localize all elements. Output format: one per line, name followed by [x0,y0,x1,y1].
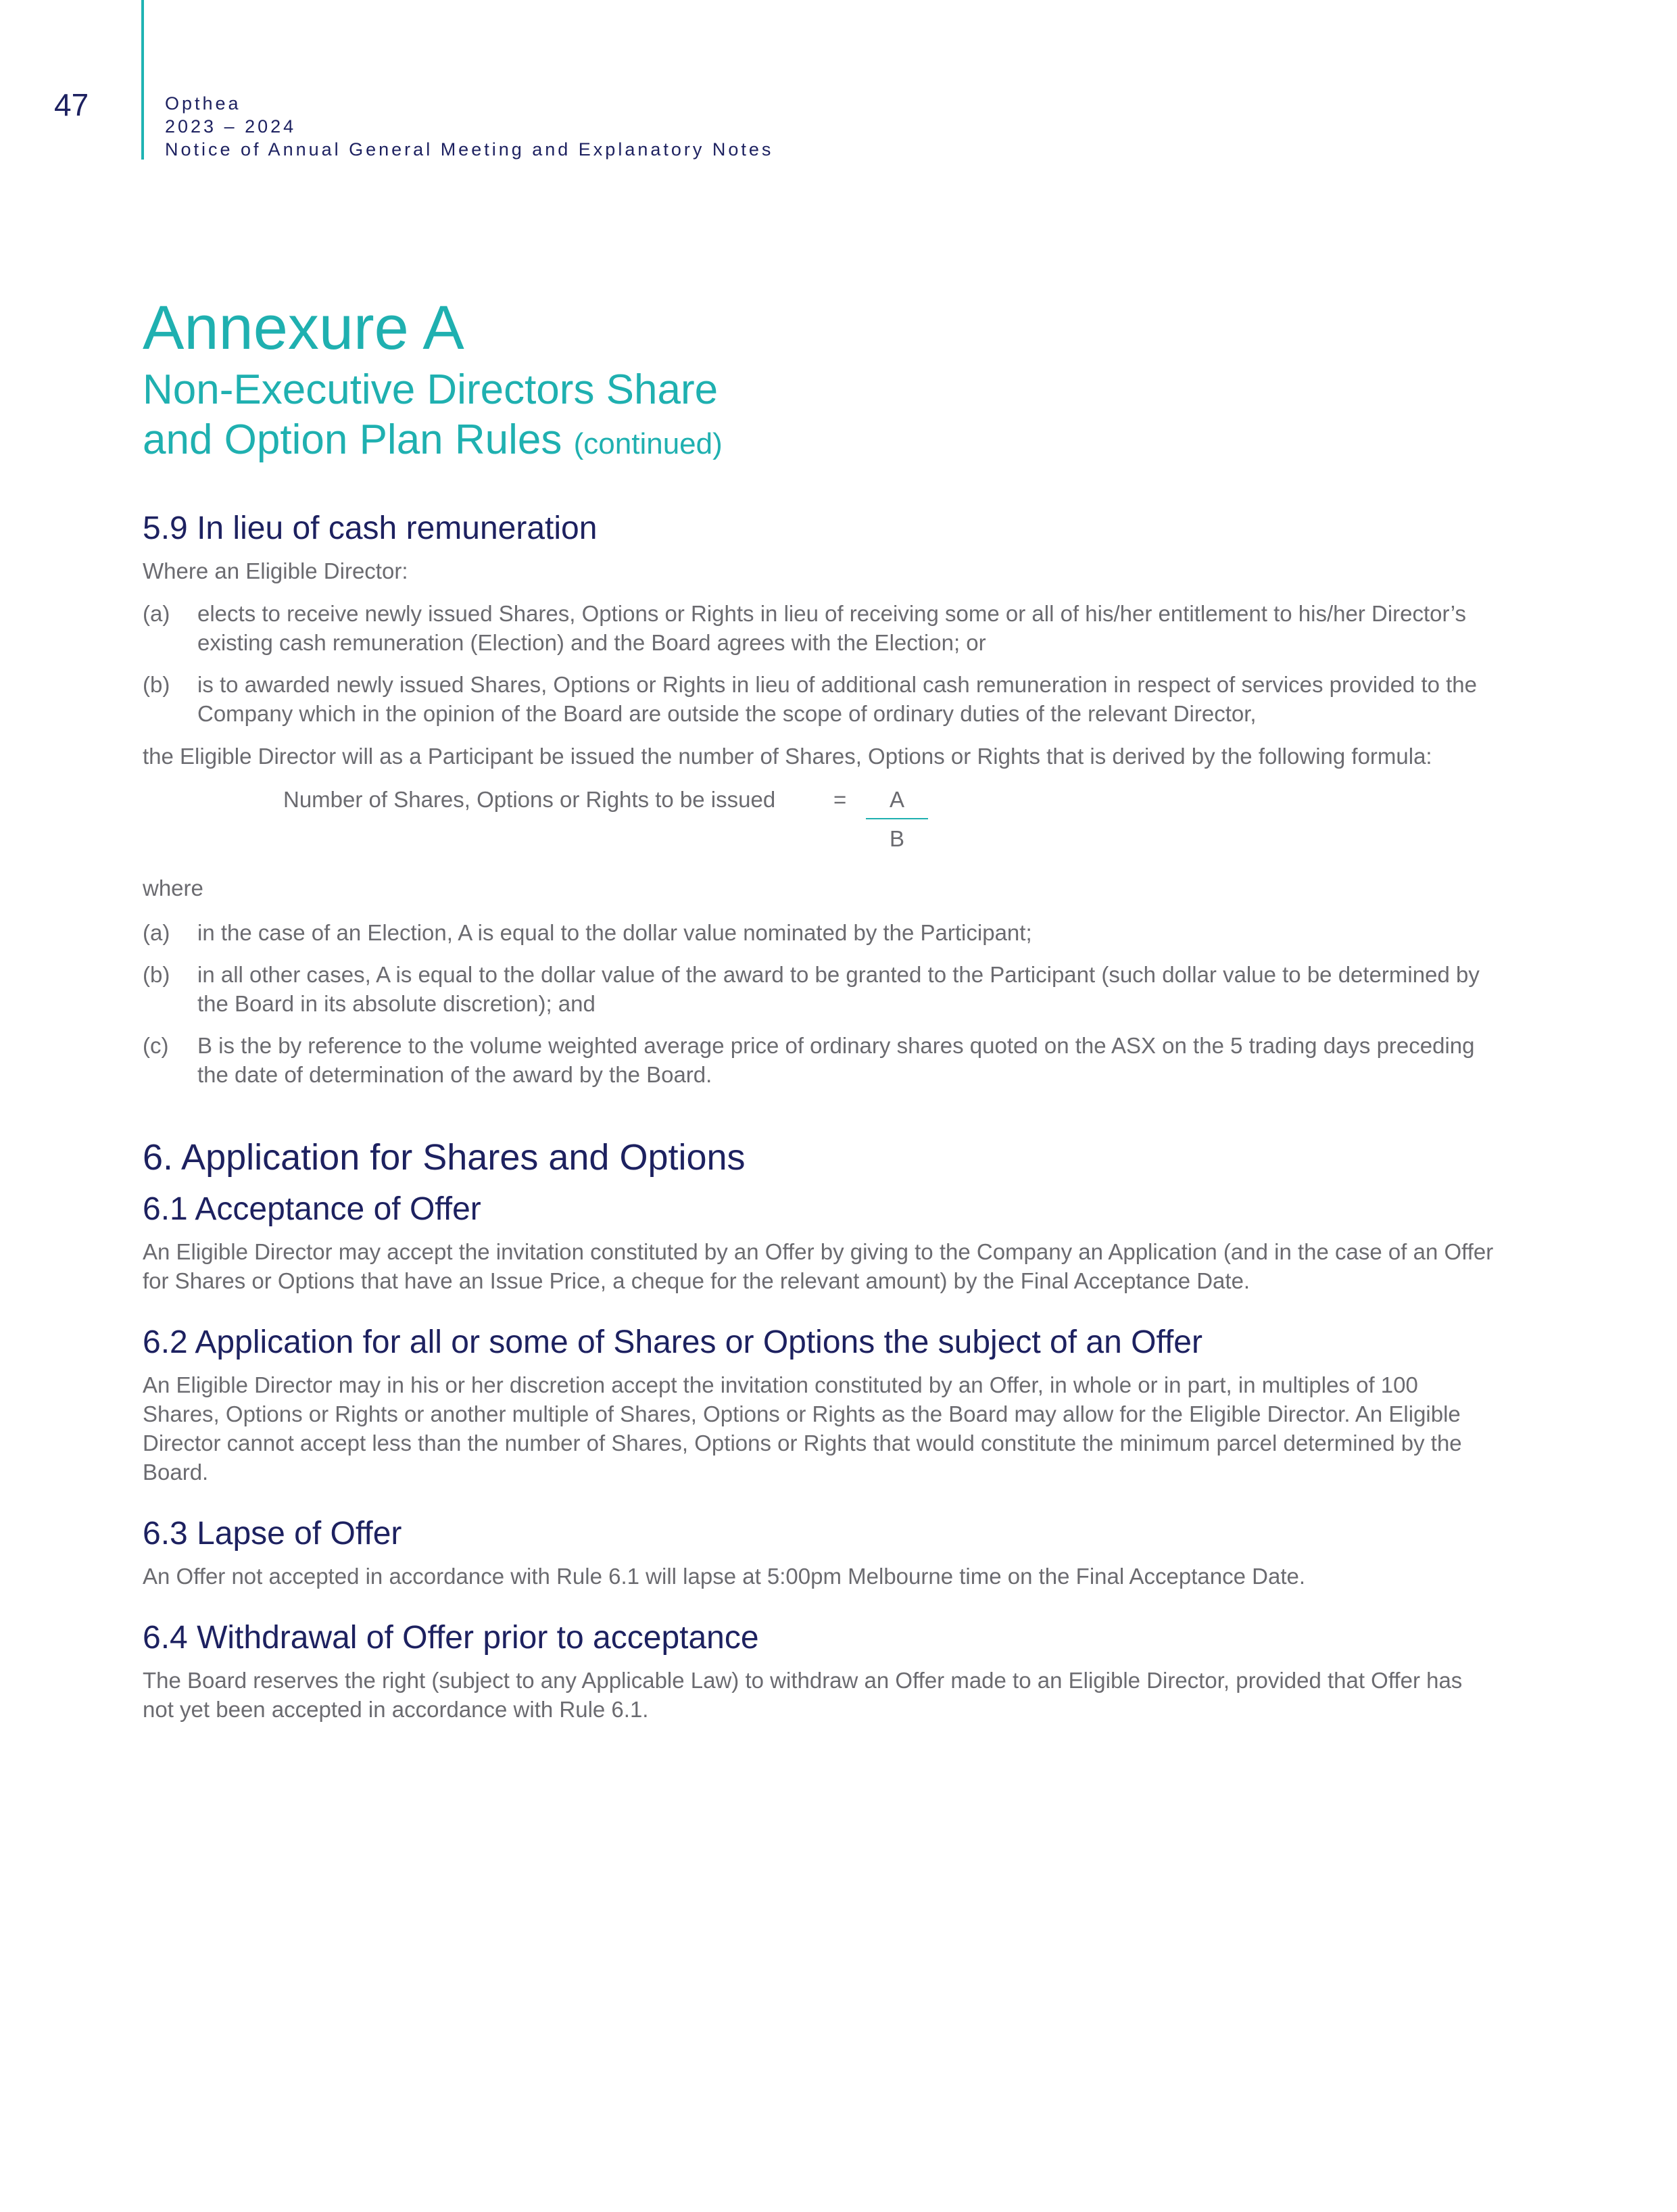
subtitle-line-1: Non-Executive Directors Share [143,366,719,413]
section-5-9-intro: Where an Eligible Director: [143,558,408,583]
section-5-9-heading: 5.9 In lieu of cash remuneration [143,510,598,546]
report-years: 2023 – 2024 [165,116,297,137]
formula-lhs: Number of Shares, Options or Rights to be issued [283,787,776,812]
list-label: (b) [143,962,170,987]
section-6-3-heading: 6.3 Lapse of Offer [143,1516,402,1552]
list-item [143,599,1494,657]
page-number: 47 [54,87,89,122]
annexure-subtitle [143,365,1494,469]
section-6-1-heading: 6.1 Acceptance of Offer [143,1191,481,1227]
list-item [143,1031,1494,1089]
document-title: Notice of Annual General Meeting and Explanatory Notes [165,139,774,160]
where-label: where [143,875,203,900]
annexure-title: Annexure A [143,293,464,362]
section-6-2-text: An Eligible Director may in his or her discretion accept the invitation constituted by an Offer, in whole or in part, in multiples of 100 Shares, Options or Rights or another multiple of Shares, Options or Rights as the Board may allow for the Eligible Director. An Eligible Director cannot accept less than the number of Shares, Options or Rights that would constitute the minimum parcel determined by the Board. [143,1372,1462,1485]
list-label: (a) [143,920,170,945]
list-label: (b) [143,672,170,697]
continued-label: (continued) [573,427,723,460]
list-item [143,918,1494,947]
subtitle-line-2: and Option Plan Rules [143,416,562,463]
formula-denominator: B [889,826,904,851]
list-label: (c) [143,1033,169,1058]
section-6-heading: 6. Application for Shares and Options [143,1137,746,1178]
section-6-2-heading: 6.2 Application for all or some of Shares or Options the subject of an Offer [143,1324,1202,1360]
section-6-3-text: An Offer not accepted in accordance with Rule 6.1 will lapse at 5:00pm Melbourne time on the Final Acceptance Date. [143,1564,1306,1589]
list-text: elects to receive newly issued Shares, Options or Rights in lieu of receiving some or all of his/her entitlement to his/her Director’s existing cash remuneration (Election) and the Board agrees with the Election; or [197,601,1466,655]
header-divider [141,0,144,160]
list-text: is to awarded newly issued Shares, Options or Rights in lieu of additional cash remuneration in respect of services provided to the Company which in the opinion of the Board are outside the scope of ordinary duties of the relevant Director, [197,672,1478,726]
formula-numerator: A [866,787,928,819]
formula [143,787,1494,855]
formula-equals: = [833,787,847,812]
page-content [143,291,1494,1724]
section-6-1-text: An Eligible Director may accept the invitation constituted by an Offer by giving to the Company an Application (and in the case of an Offer for Shares or Options that have an Issue Price, a cheque for the relevant amount) by the Final Acceptance Date. [143,1239,1494,1293]
list-item [143,670,1494,728]
list-label: (a) [143,601,170,626]
list-text: B is the by reference to the volume weighted average price of ordinary shares quoted on the ASX on the 5 trading days preceding the date of determination of the award by the Board. [197,1033,1475,1087]
list-item [143,960,1494,1018]
company-name: Opthea [165,93,241,114]
section-6-4-heading: 6.4 Withdrawal of Offer prior to acceptance [143,1620,759,1656]
formula-intro: the Eligible Director will as a Participant be issued the number of Shares, Options or Rights that is derived by the following formula: [143,744,1432,769]
running-header [165,92,773,161]
list-text: in the case of an Election, A is equal to the dollar value nominated by the Participant; [197,920,1032,945]
list-text: in all other cases, A is equal to the dollar value of the award to be granted to the Participant (such dollar value to be determined by the Board in its absolute discretion); and [197,962,1480,1016]
section-6-4-text: The Board reserves the right (subject to any Applicable Law) to withdraw an Offer made to an Eligible Director, provided that Offer has not yet been accepted in accordance with Rule 6.1. [143,1668,1463,1722]
